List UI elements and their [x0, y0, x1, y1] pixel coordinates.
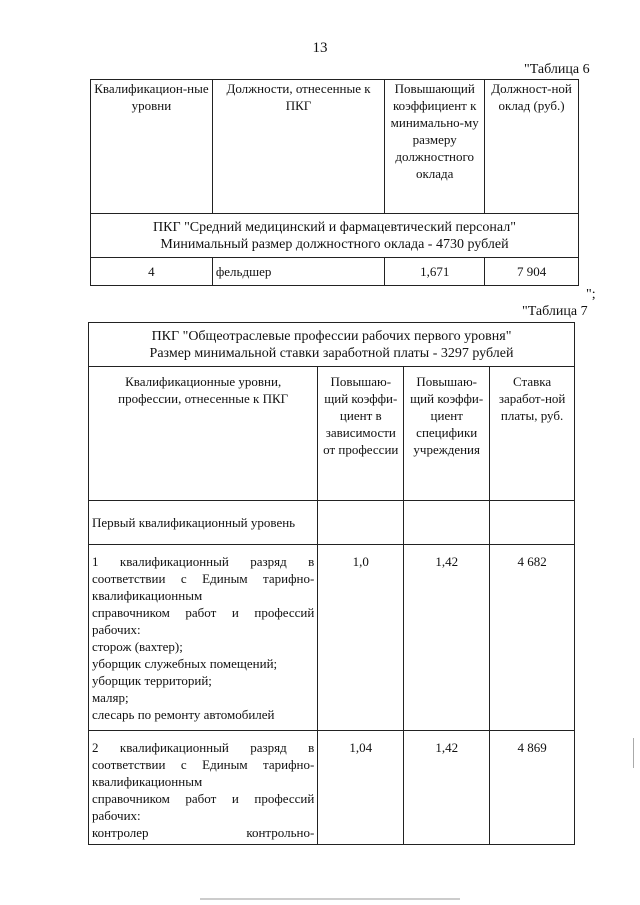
t7-row1-item: слесарь по ремонту автомобилей: [92, 707, 275, 722]
scan-edge-mark: [200, 898, 460, 900]
table6: [90, 79, 579, 286]
t7-level-first: Первый квалификационный уровень: [89, 501, 318, 545]
t7-group-title: ПКГ "Общеотраслевые профессии рабочих первого уровня": [151, 328, 512, 344]
t7-header-rate: Ставка заработ-ной платы, руб.: [490, 367, 575, 501]
t7-empty-cell: [404, 501, 490, 545]
t6-row-coef: 1,671: [385, 258, 485, 286]
t7-row1-item: маляр;: [92, 690, 129, 705]
t7-row1-coef: 1,0: [318, 545, 404, 731]
t6-header-salary: Должност-ной оклад (руб.): [485, 80, 579, 214]
t6-row-salary: 7 904: [485, 258, 579, 286]
t7-row2-text-b: справочником работ и профессий рабочих:: [92, 791, 315, 823]
t7-row1-item: уборщик территорий;: [92, 673, 212, 688]
table7: [88, 322, 575, 845]
t7-row1-description: [89, 545, 318, 731]
t6-header-positions: Должности, отнесенные к ПКГ: [212, 80, 384, 214]
t6-header-coef: Повышающий коэффициент к минимально-му размеру должностного оклада: [385, 80, 485, 214]
t7-row1-rate: 4 682: [490, 545, 575, 731]
t7-row2-description: [89, 731, 318, 845]
t7-group-row: [89, 323, 575, 367]
scan-edge-mark: [633, 738, 634, 768]
t7-empty-cell: [490, 501, 575, 545]
t7-header-professions: Квалификационные уровни, профессии, отнесенные к ПКГ: [89, 367, 318, 501]
page-number: 13: [312, 40, 328, 56]
t7-group-min-rate: Размер минимальной ставки заработной платы - 3297 рублей: [149, 345, 514, 361]
t7-row2-spec: 1,42: [404, 731, 490, 845]
t7-row1-item: сторож (вахтер);: [92, 639, 183, 654]
t7-row2-coef: 1,04: [318, 731, 404, 845]
table6-label: "Таблица 6: [524, 62, 590, 77]
table7-label: "Таблица 7: [522, 304, 588, 319]
t6-group-title: ПКГ "Средний медицинский и фармацевтический персонал": [153, 219, 516, 235]
t6-row-level: 4: [91, 258, 213, 286]
t7-header-spec: Повышаю-щий коэффи-циент специфики учреждения: [404, 367, 490, 501]
table6-closing: ";: [586, 287, 596, 302]
t7-row2-item-partial: контролер контрольно-: [92, 825, 315, 840]
t7-row2-text-a: 2 квалификационный разряд в соответствии с Единым тарифно-квалификационным: [92, 740, 315, 789]
t7-row1-item: уборщик служебных помещений;: [92, 656, 278, 671]
t7-row1-text-a: 1 квалификационный разряд в соответствии с Единым тарифно-квалификационным: [92, 554, 315, 603]
t7-row2-rate: 4 869: [490, 731, 575, 845]
t7-row1-spec: 1,42: [404, 545, 490, 731]
t6-group-row: [91, 214, 579, 258]
t7-row1-text-b: справочником работ и профессий рабочих:: [92, 605, 315, 637]
t7-empty-cell: [318, 501, 404, 545]
t7-header-coef: Повышаю-щий коэффи-циент в зависимости от профессии: [318, 367, 404, 501]
t6-row-position: фельдшер: [212, 258, 384, 286]
t6-group-min-salary: Минимальный размер должностного оклада - 4730 рублей: [160, 236, 509, 252]
t6-header-levels: Квалификацион-ные уровни: [91, 80, 213, 214]
